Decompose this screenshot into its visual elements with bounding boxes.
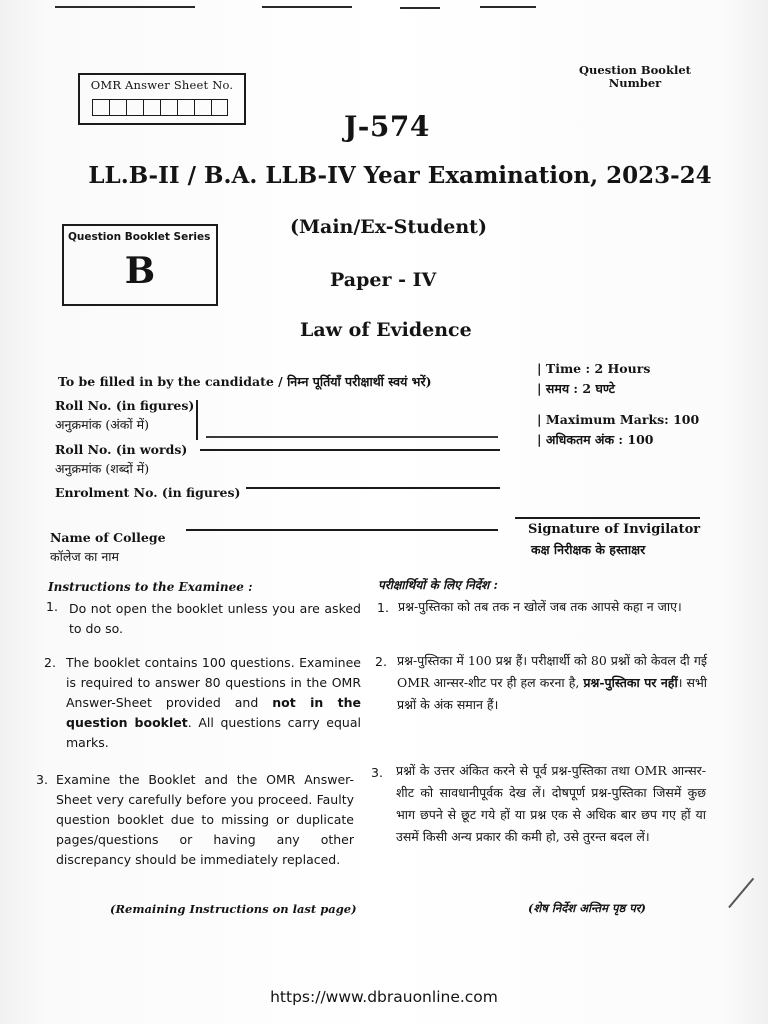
omr-digit-cell[interactable] bbox=[177, 99, 194, 116]
omr-digit-cell[interactable] bbox=[211, 99, 228, 116]
enrolment-no-label: Enrolment No. (in figures) bbox=[55, 485, 241, 500]
roll-no-words-hindi-label: अनुक्रमांक (शब्दों में) bbox=[55, 461, 150, 476]
instruction-en-2: The booklet contains 100 questions. Examinee is required to answer 80 questions in the OMR Answer-Sheet provided and not in the question booklet. All questions carry equal marks. bbox=[66, 655, 362, 750]
college-name-label: Name of College bbox=[50, 530, 166, 545]
top-edge-mark bbox=[262, 6, 352, 8]
instructions-en-heading: Instructions to the Examinee : bbox=[48, 580, 253, 594]
invigilator-signature-line[interactable] bbox=[515, 517, 700, 519]
instruction-hi-1: प्रश्न-पुस्तिका को तब तक न खोलें जब तक आपसे कहा न जाए। bbox=[398, 599, 682, 614]
roll-figures-box-edge bbox=[196, 400, 198, 440]
remaining-instructions-en: (Remaining Instructions on last page) bbox=[110, 902, 357, 916]
enrolment-input-line[interactable] bbox=[246, 487, 500, 489]
instruction-en-3: Examine the Booklet and the OMR Answer-Sheet very carefully before you proceed. Faulty question booklet due to missing or duplicate pages/questions or having any other discrepancy should be immediately replaced. bbox=[56, 772, 354, 867]
invigilator-signature-hindi-label: कक्ष निरीक्षक के हस्ताक्षर bbox=[531, 542, 646, 557]
time-hi: | समय : 2 घण्टे bbox=[537, 381, 615, 396]
max-marks-en: | Maximum Marks: 100 bbox=[537, 412, 700, 427]
omr-digit-cell[interactable] bbox=[194, 99, 211, 116]
instruction-en-1: Do not open the booklet unless you are asked to do so. bbox=[69, 601, 361, 636]
omr-digit-cell[interactable] bbox=[92, 99, 109, 116]
roll-words-input-line[interactable] bbox=[200, 449, 500, 451]
omr-answer-sheet-box bbox=[78, 73, 246, 125]
top-edge-mark bbox=[400, 7, 440, 9]
roll-figures-input-line[interactable] bbox=[206, 436, 498, 438]
invigilator-signature-label: Signature of Invigilator bbox=[528, 522, 701, 537]
instruction-hi-number: 3. bbox=[371, 765, 383, 780]
instruction-hi-number: 1. bbox=[377, 600, 389, 615]
omr-label: OMR Answer Sheet No. bbox=[90, 78, 234, 92]
max-marks-hi: | अधिकतम अंक : 100 bbox=[537, 432, 654, 447]
instruction-hi-number: 2. bbox=[375, 654, 387, 669]
college-name-hindi-label: कॉलेज का नाम bbox=[50, 549, 120, 564]
instruction-hi-3: प्रश्नों के उत्तर अंकित करने से पूर्व प्रश्न-पुस्तिका तथा OMR आन्सर-शीट को सावधानीपूर्वक देख लें। दोषपूर्ण प्रश्न-पुस्तिका जिसमें कुछ भाग छपने से छूट गये हों या प्रश्न एक से अधिक बार छप गए हों या उसमें किसी अन्य प्रकार की कमी हो, उसे तुरन्त बदल लें। bbox=[396, 763, 706, 844]
candidate-fill-note: To be filled in by the candidate / निम्न पूर्तियाँ परीक्षार्थी स्वयं भरें) bbox=[58, 374, 432, 389]
top-edge-mark bbox=[55, 6, 195, 8]
omr-digit-cell[interactable] bbox=[126, 99, 143, 116]
subject-title: Law of Evidence bbox=[300, 319, 472, 341]
roll-no-figures-label: Roll No. (in figures) bbox=[55, 398, 195, 413]
pen-stroke bbox=[728, 878, 754, 908]
omr-digit-cell[interactable] bbox=[160, 99, 177, 116]
website-url[interactable]: https://www.dbrauonline.com bbox=[270, 988, 498, 1006]
question-booklet-number-label: Question Booklet Number bbox=[579, 63, 691, 90]
omr-digit-cell[interactable] bbox=[109, 99, 126, 116]
instruction-en-number: 2. bbox=[44, 655, 56, 670]
series-letter: B bbox=[124, 250, 156, 292]
roll-no-figures-hindi-label: अनुक्रमांक (अंकों में) bbox=[55, 417, 149, 432]
college-input-line[interactable] bbox=[186, 529, 498, 531]
remaining-instructions-hi: (शेष निर्देश अन्तिम पृष्ठ पर) bbox=[528, 901, 646, 915]
instruction-en-number: 3. bbox=[36, 772, 48, 787]
top-edge-mark bbox=[480, 6, 536, 8]
omr-number-cells bbox=[92, 99, 228, 116]
instructions-hi-heading: परीक्षार्थियों के लिए निर्देश : bbox=[378, 578, 498, 592]
paper-code: J-574 bbox=[344, 110, 430, 143]
instruction-en-number: 1. bbox=[46, 599, 58, 614]
paper-number: Paper - IV bbox=[330, 269, 437, 291]
roll-no-words-label: Roll No. (in words) bbox=[55, 442, 188, 457]
student-category: (Main/Ex-Student) bbox=[290, 216, 487, 238]
time-en: | Time : 2 Hours bbox=[537, 361, 651, 376]
question-booklet-series-box bbox=[62, 224, 218, 306]
series-label: Question Booklet Series bbox=[68, 231, 211, 243]
omr-digit-cell[interactable] bbox=[143, 99, 160, 116]
instruction-hi-2: प्रश्न-पुस्तिका में 100 प्रश्न हैं। परीक्षार्थी को 80 प्रश्नों को केवल दी गई OMR आन्सर-शीट पर ही हल करना है, प्रश्न-पुस्तिका पर नहीं। सभी प्रश्नों के अंक समान हैं। bbox=[397, 653, 707, 712]
exam-title: LL.B-II / B.A. LLB-IV Year Examination, 2023-24 bbox=[88, 162, 712, 189]
